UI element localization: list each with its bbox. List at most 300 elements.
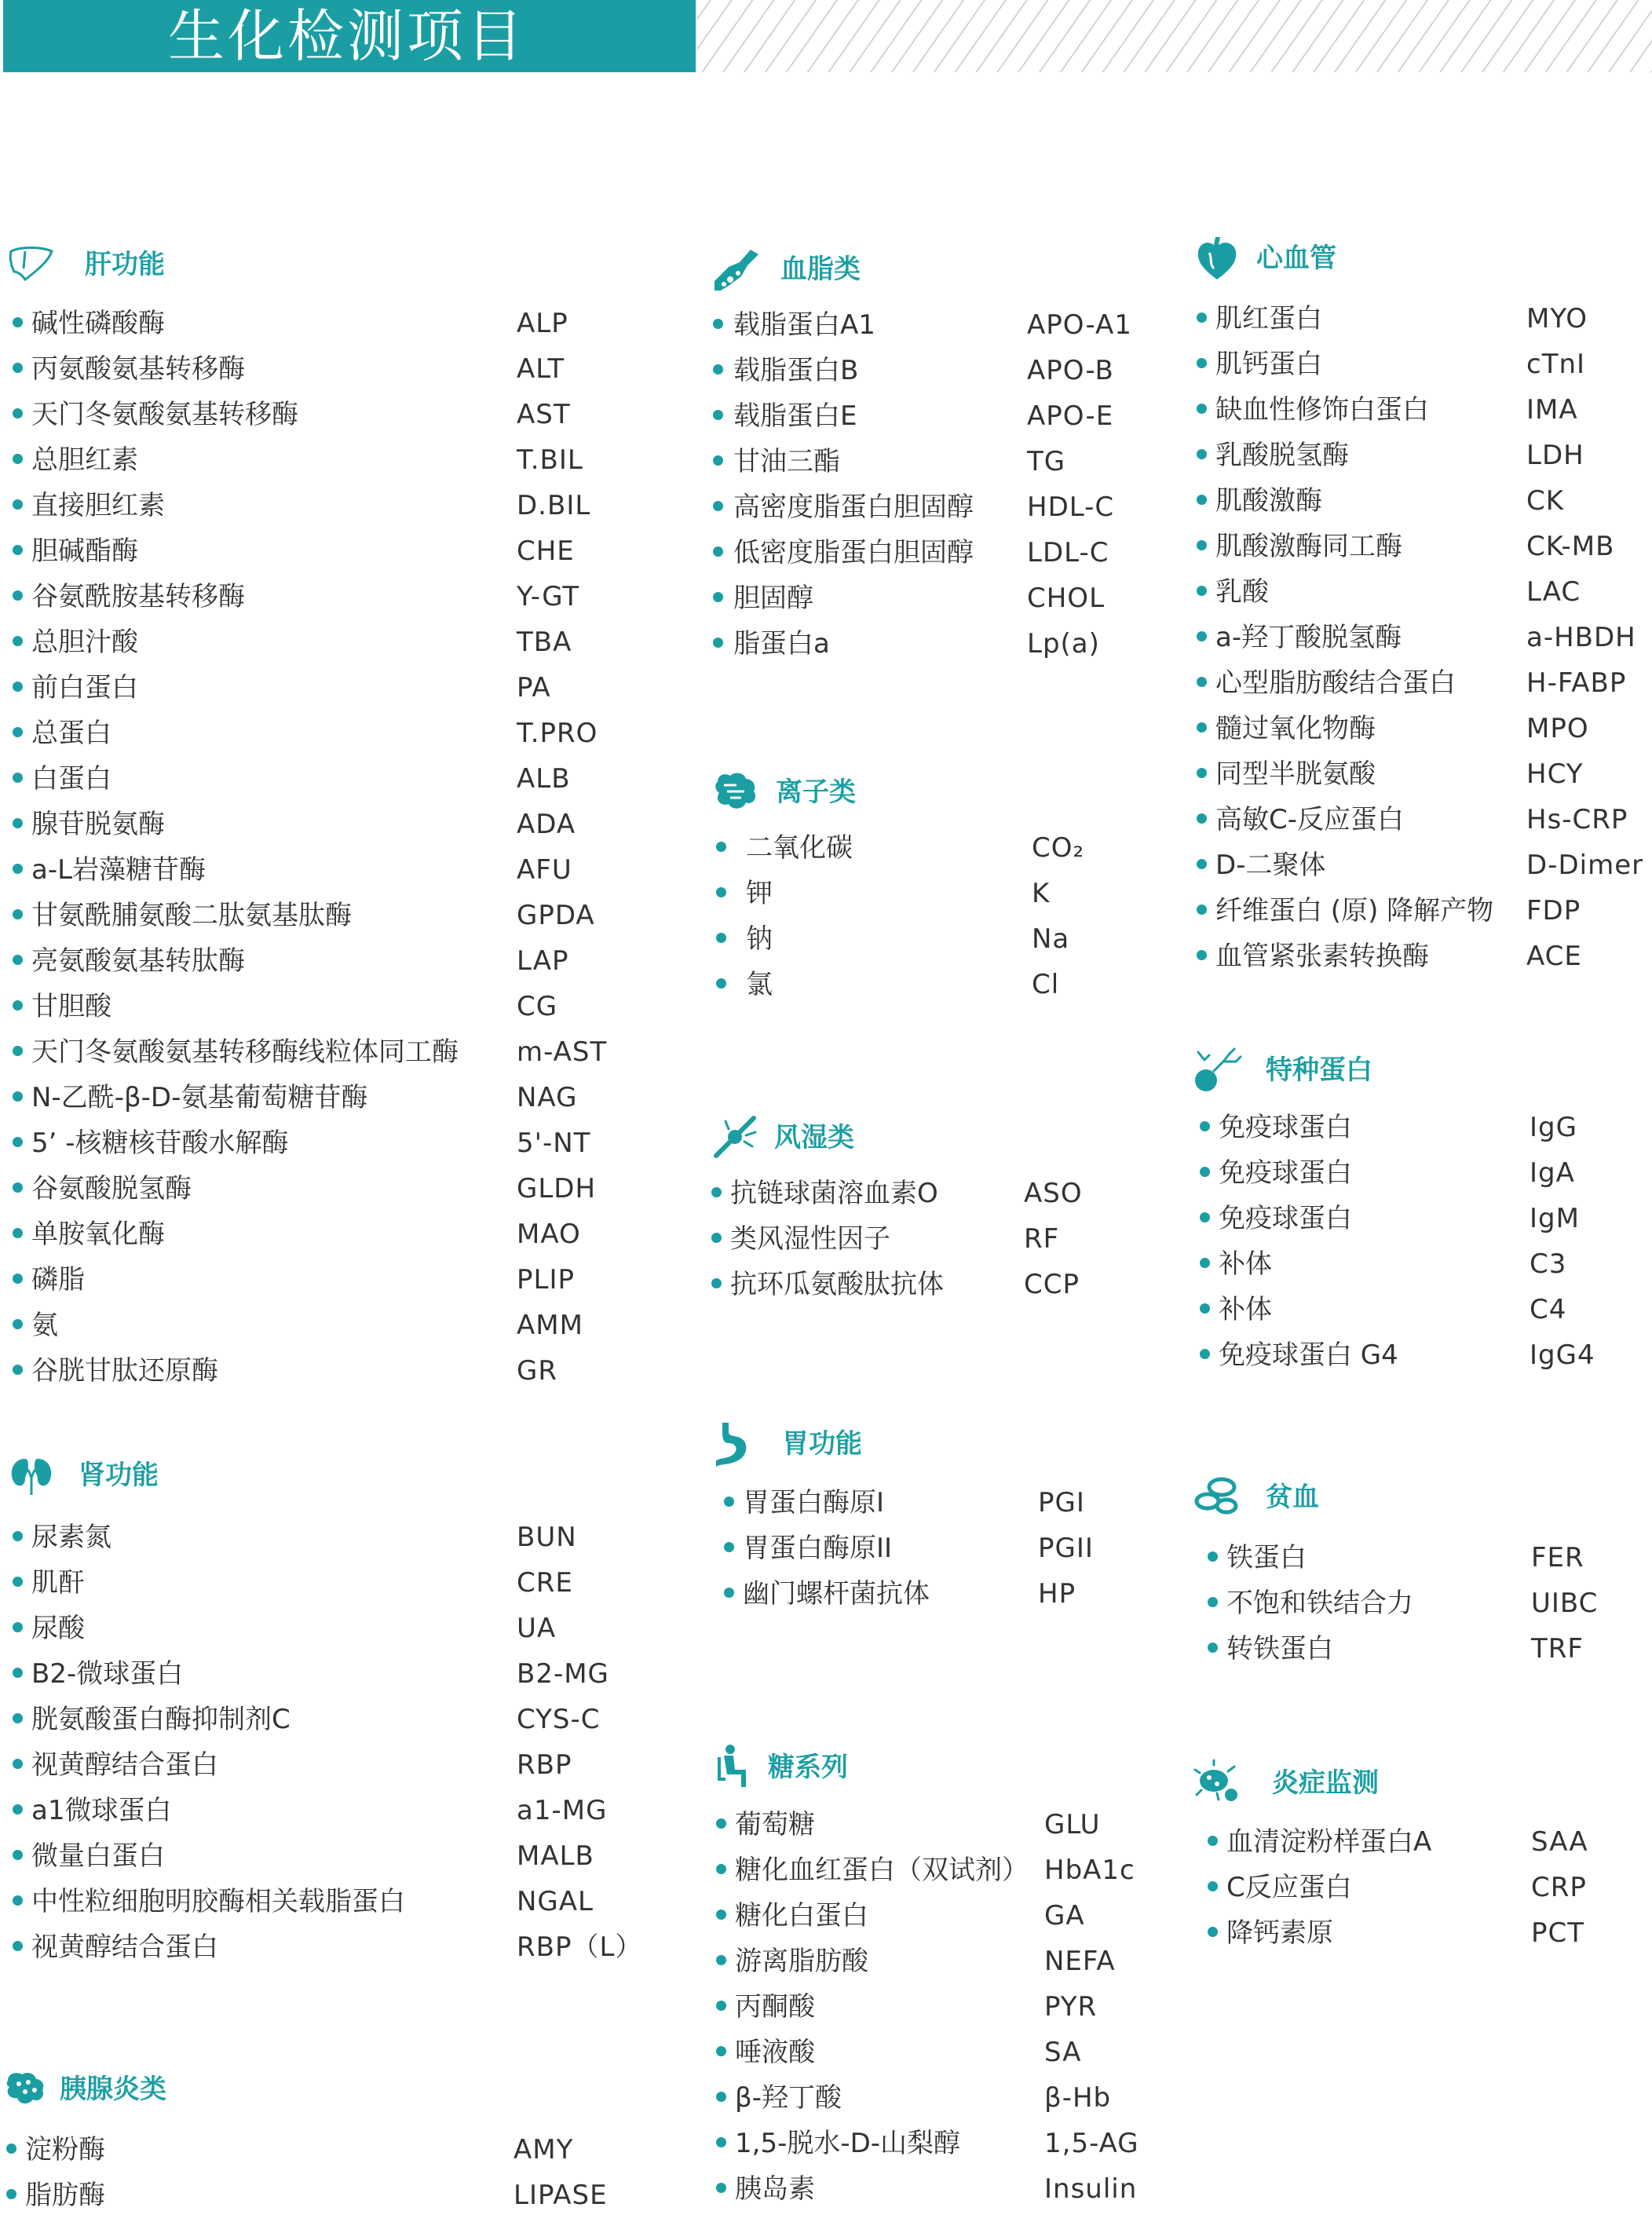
item-name: 1,5-脱水-D-山梨醇 [735, 2128, 961, 2159]
item-abbreviation: CRE [517, 1567, 573, 1599]
item-abbreviation: PGI [1038, 1487, 1085, 1518]
item-name: 游离脂肪酸 [735, 1946, 868, 1977]
item-name: 血管紧张素转换酶 [1215, 941, 1429, 972]
section-stomach [713, 1420, 1153, 1610]
bullet-dot [6, 2189, 16, 2199]
item-name: 肌酸激酶 [1215, 485, 1322, 517]
item-name: 载脂蛋白E [733, 400, 857, 432]
item-abbreviation: C3 [1530, 1248, 1567, 1280]
item-name: 胱氨酸蛋白酶抑制剂C [31, 1704, 291, 1735]
item-abbreviation: AFU [517, 854, 572, 886]
item-abbreviation: GPDA [517, 900, 595, 931]
section-header [713, 768, 1153, 817]
bullet-dot [716, 1910, 726, 1920]
item-abbreviation: AMM [517, 1310, 583, 1341]
section-rheumatism [713, 1113, 1153, 1300]
item-abbreviation: RBP [517, 1749, 572, 1781]
item-abbreviation: HbA1c [1044, 1855, 1135, 1886]
bullet-dot [713, 501, 723, 511]
item-abbreviation: IgG4 [1530, 1339, 1595, 1371]
section-header [1193, 234, 1649, 283]
section-header [713, 1420, 1153, 1468]
bullet-dot [1197, 358, 1207, 368]
item-name: 丙酮酸 [735, 1991, 815, 2023]
item-abbreviation: SAA [1531, 1826, 1588, 1858]
section-title: 肾功能 [79, 1460, 159, 1491]
item-abbreviation: APO-A1 [1027, 309, 1132, 341]
item-name: D-二聚体 [1215, 850, 1326, 881]
item-name: 同型半胱氨酸 [1215, 758, 1376, 790]
item-name: 缺血性修饰白蛋白 [1215, 394, 1429, 426]
item-name: 髓过氧化物酶 [1215, 713, 1376, 744]
bullet-dot [1197, 859, 1207, 869]
bullet-dot [13, 545, 23, 555]
item-abbreviation: Cl [1032, 969, 1060, 1000]
item-name: 不饱和铁结合力 [1226, 1588, 1413, 1619]
item-abbreviation: AST [517, 399, 571, 430]
bullet-dot [13, 818, 23, 828]
item-name: 肌红蛋白 [1215, 303, 1322, 334]
item-abbreviation: CHOL [1027, 583, 1106, 614]
bullet-dot [13, 454, 23, 464]
bullet-dot [13, 1850, 23, 1860]
bullet-dot [716, 2046, 726, 2056]
item-abbreviation: β-Hb [1044, 2082, 1112, 2114]
item-name: 丙氨酸氨基转移酶 [31, 353, 245, 385]
bullet-dot [13, 1622, 23, 1632]
item-name: 纤维蛋白 (原) 降解产物 [1215, 895, 1494, 926]
item-name: 乳酸 [1215, 576, 1269, 608]
bullet-dot [713, 455, 723, 466]
item-abbreviation: PYR [1044, 1991, 1098, 2023]
item-name: 胃蛋白酶原I [743, 1487, 885, 1518]
item-name: 甘油三酯 [733, 446, 840, 477]
bullet-dot [13, 955, 23, 965]
section-title: 胰腺炎类 [60, 2074, 166, 2105]
item-name: 抗链球菌溶血素O [730, 1178, 938, 1209]
item-abbreviation: CHE [517, 535, 575, 567]
item-name: 糖化白蛋白 [735, 1900, 868, 1931]
section-inflammation [1193, 1759, 1649, 1949]
item-abbreviation: K [1032, 878, 1051, 909]
item-name: 5’ -核糖核苷酸水解酶 [31, 1127, 289, 1159]
item-name: 肌钙蛋白 [1215, 349, 1322, 380]
item-name: 磷脂 [31, 1264, 85, 1296]
bullet-dot [1197, 722, 1207, 733]
item-abbreviation: PA [517, 672, 551, 704]
section-title: 离子类 [776, 777, 856, 808]
item-abbreviation: m-AST [517, 1036, 608, 1068]
item-name: 血清淀粉样蛋白A [1226, 1826, 1432, 1858]
item-abbreviation: FER [1531, 1542, 1584, 1573]
item-name: 高敏C-反应蛋白 [1215, 804, 1405, 835]
bullet-dot [1197, 677, 1207, 687]
item-abbreviation: ALP [517, 308, 568, 339]
bullet-dot [1208, 1551, 1218, 1562]
item-abbreviation: IgG [1530, 1112, 1577, 1143]
section-header [6, 240, 634, 289]
item-name: β-羟丁酸 [735, 2082, 842, 2114]
bullet-dot [13, 682, 23, 692]
section-lipids [713, 245, 1153, 660]
section-header [1193, 1759, 1649, 1807]
item-abbreviation: NEFA [1044, 1946, 1116, 1977]
item-abbreviation: LIPASE [514, 2180, 608, 2211]
item-abbreviation: CRP [1531, 1872, 1587, 1903]
item-abbreviation: FDP [1526, 895, 1581, 926]
item-abbreviation: LAC [1526, 576, 1581, 608]
item-name: 铁蛋白 [1226, 1542, 1307, 1573]
item-name: 免疫球蛋白 [1219, 1157, 1352, 1189]
item-abbreviation: BUN [517, 1522, 577, 1553]
item-abbreviation: TG [1027, 446, 1066, 477]
item-abbreviation: CYS-C [517, 1704, 601, 1735]
item-name: a-L岩藻糖苷酶 [31, 854, 206, 886]
bullet-dot [1197, 631, 1207, 641]
bullet-dot [6, 2143, 16, 2154]
section-header [6, 1451, 634, 1500]
section-protein [1193, 1046, 1649, 1371]
bullet-dot [1200, 1349, 1210, 1359]
bullet-dot [1197, 540, 1207, 550]
item-abbreviation: PLIP [517, 1264, 575, 1296]
bullet-dot [716, 842, 726, 852]
section-header [1193, 1473, 1649, 1522]
item-name: 亮氨酸氨基转肽酶 [31, 945, 245, 977]
bullet-dot [13, 1804, 23, 1815]
item-abbreviation: TRF [1531, 1633, 1584, 1665]
item-name: 天门冬氨酸氨基转移酶 [31, 399, 298, 430]
item-name: 载脂蛋白A1 [733, 309, 875, 341]
item-name: 视黄醇结合蛋白 [31, 1931, 218, 1963]
item-abbreviation: CG [517, 991, 558, 1022]
bullet-dot [13, 1668, 23, 1678]
bullet-dot [13, 1531, 23, 1541]
item-name: N-乙酰-β-D-氨基葡萄糖苷酶 [31, 1082, 368, 1113]
item-name: 直接胆红素 [31, 490, 165, 521]
bullet-dot [13, 1759, 23, 1769]
bullet-dot [1197, 768, 1207, 778]
bullet-dot [13, 1228, 23, 1238]
section-cardio [1193, 234, 1649, 972]
bullet-dot [1197, 950, 1207, 960]
bullet-dot [1197, 449, 1207, 459]
bullet-dot [711, 1187, 722, 1197]
item-name: 谷胱甘肽还原酶 [31, 1355, 218, 1387]
item-abbreviation: MYO [1526, 303, 1588, 334]
item-abbreviation: H-FABP [1526, 667, 1627, 699]
bullet-dot [711, 1278, 722, 1288]
bullet-dot [713, 364, 723, 375]
item-abbreviation: MPO [1526, 713, 1589, 744]
bullet-dot [13, 1274, 23, 1284]
section-title: 心血管 [1256, 243, 1336, 274]
bullet-dot [1197, 586, 1207, 596]
bullet-dot [716, 1955, 726, 1965]
item-abbreviation: a-HBDH [1526, 622, 1636, 653]
item-name: 氨 [31, 1310, 58, 1341]
bullet-dot [13, 317, 23, 327]
section-title: 糖系列 [768, 1752, 848, 1783]
item-name: 中性粒细胞明胶酶相关载脂蛋白 [31, 1886, 405, 1917]
item-abbreviation: IMA [1526, 394, 1578, 426]
bullet-dot [716, 1864, 726, 1874]
item-name: 免疫球蛋白 [1219, 1112, 1352, 1143]
item-abbreviation: Na [1032, 923, 1070, 955]
item-name: 钾 [746, 878, 773, 909]
item-name: 尿素氮 [31, 1522, 111, 1553]
item-name: 转铁蛋白 [1226, 1633, 1333, 1665]
red-blood-cell-icon [1193, 1473, 1242, 1522]
item-name: 谷氨酰胺基转移酶 [31, 581, 245, 612]
item-abbreviation: ASO [1024, 1178, 1083, 1209]
item-abbreviation: Hs-CRP [1526, 804, 1628, 835]
person-sitting-icon [713, 1743, 762, 1792]
item-name: a-羟丁酸脱氢酶 [1215, 622, 1402, 653]
item-abbreviation: ACE [1526, 941, 1582, 972]
item-abbreviation: cTnI [1526, 349, 1586, 380]
bullet-dot [716, 1818, 726, 1829]
item-abbreviation: CK [1526, 485, 1565, 517]
bullet-dot [1200, 1121, 1210, 1131]
bullet-dot [716, 2137, 726, 2147]
item-name: 高密度脂蛋白胆固醇 [733, 492, 974, 523]
item-abbreviation: IgM [1530, 1203, 1580, 1234]
joint-icon [713, 1113, 762, 1162]
pancreas-icon [3, 2065, 52, 2114]
item-abbreviation: HDL-C [1027, 492, 1115, 523]
bullet-dot [13, 1046, 23, 1056]
item-abbreviation: RBP（L） [517, 1931, 643, 1963]
item-name: 唾液酸 [735, 2037, 815, 2068]
item-abbreviation: Insulin [1044, 2173, 1138, 2205]
item-name: 糖化血红蛋白（双试剂） [735, 1855, 1029, 1886]
kidney-icon [6, 1451, 55, 1500]
item-abbreviation: MAO [517, 1219, 581, 1250]
item-abbreviation: IgA [1530, 1157, 1575, 1189]
item-name: 心型脂肪酸结合蛋白 [1215, 667, 1456, 699]
item-abbreviation: AMY [514, 2134, 574, 2165]
item-abbreviation: a1-MG [517, 1795, 608, 1826]
bullet-dot [13, 909, 23, 919]
item-abbreviation: NGAL [517, 1886, 594, 1917]
item-abbreviation: Y-GT [517, 581, 580, 612]
item-abbreviation: D.BIL [517, 490, 591, 521]
item-name: 乳酸脱氢酶 [1215, 440, 1349, 471]
item-name: 视黄醇结合蛋白 [31, 1749, 218, 1781]
section-header [713, 1113, 1153, 1162]
item-name: 碱性磷酸酶 [31, 308, 165, 339]
item-name: 脂肪酶 [25, 2180, 105, 2211]
bullet-dot [13, 1091, 23, 1102]
item-name: 低密度脂蛋白胆固醇 [733, 537, 974, 568]
bullet-dot [13, 408, 23, 418]
item-abbreviation: LDL-C [1027, 537, 1109, 568]
item-abbreviation: PCT [1531, 1917, 1585, 1949]
bullet-dot [1208, 1836, 1218, 1846]
item-abbreviation: RF [1024, 1223, 1060, 1255]
section-title: 特种蛋白 [1266, 1054, 1372, 1086]
item-name: 胰岛素 [735, 2173, 815, 2205]
bullet-dot [1200, 1303, 1210, 1314]
item-abbreviation: TBA [517, 627, 572, 658]
bullet-dot [13, 1941, 23, 1951]
item-name: 总胆汁酸 [31, 627, 138, 658]
bullet-dot [13, 636, 23, 646]
item-abbreviation: GA [1044, 1900, 1085, 1931]
bullet-dot [13, 1319, 23, 1329]
decorative-hatch [697, 0, 1652, 72]
item-abbreviation: NAG [517, 1082, 578, 1113]
item-abbreviation: C4 [1530, 1294, 1567, 1325]
item-name: 淀粉酶 [25, 2134, 105, 2165]
bullet-dot [1197, 312, 1207, 323]
bullet-dot [13, 499, 23, 510]
item-name: 胃蛋白酶原II [743, 1533, 893, 1564]
antibody-icon [1193, 1046, 1242, 1095]
section-sugar [713, 1743, 1153, 2205]
item-name: 尿酸 [31, 1613, 85, 1644]
bullet-dot [13, 773, 23, 783]
item-abbreviation: ALT [517, 353, 565, 385]
section-header [713, 1743, 1153, 1792]
item-name: 幽门螺杆菌抗体 [743, 1578, 930, 1610]
item-name: 单胺氧化酶 [31, 1219, 165, 1250]
item-abbreviation: 5'-NT [517, 1127, 591, 1159]
bullet-dot [1197, 495, 1207, 505]
bullet-dot [13, 1137, 23, 1147]
bullet-dot [1208, 1643, 1218, 1653]
item-abbreviation: CK-MB [1526, 531, 1615, 562]
bullet-dot [1208, 1927, 1218, 1937]
page-title: 生化检测项目 [168, 3, 527, 69]
item-name: a1微球蛋白 [31, 1795, 172, 1826]
ion-icon [713, 768, 762, 817]
bullet-dot [13, 1365, 23, 1375]
section-pancreatitis [3, 2065, 631, 2211]
item-name: 降钙素原 [1226, 1917, 1333, 1949]
section-title: 肝功能 [85, 249, 165, 280]
bullet-dot [13, 864, 23, 874]
item-name: 葡萄糖 [735, 1809, 815, 1840]
item-name: 载脂蛋白B [733, 355, 859, 386]
section-title: 贫血 [1266, 1482, 1319, 1513]
item-name: C反应蛋白 [1226, 1872, 1352, 1903]
item-abbreviation: UIBC [1531, 1588, 1599, 1619]
item-abbreviation: Lp(a) [1027, 628, 1100, 660]
bullet-dot [713, 546, 723, 557]
item-abbreviation: T.PRO [517, 718, 598, 749]
page-title-bar [3, 0, 696, 72]
bullet-dot [1200, 1167, 1210, 1177]
item-abbreviation: APO-E [1027, 400, 1114, 432]
item-name: 白蛋白 [31, 763, 111, 795]
section-liver [6, 240, 634, 1387]
bullet-dot [1197, 813, 1207, 824]
item-name: 肌酸激酶同工酶 [1215, 531, 1402, 562]
bullet-dot [716, 2001, 726, 2011]
heart-icon [1193, 234, 1242, 283]
item-abbreviation: CO₂ [1032, 832, 1085, 864]
item-abbreviation: SA [1044, 2037, 1082, 2068]
bullet-dot [724, 1542, 734, 1552]
item-name: 补体 [1219, 1294, 1272, 1325]
bullet-dot [13, 1182, 23, 1193]
item-abbreviation: GLU [1044, 1809, 1101, 1840]
section-title: 胃功能 [782, 1428, 862, 1460]
section-header [713, 245, 1153, 294]
item-name: 二氧化碳 [746, 832, 853, 864]
section-kidney [6, 1451, 643, 1963]
bullet-dot [1197, 905, 1207, 915]
bullet-dot [716, 2183, 726, 2193]
item-abbreviation: HP [1038, 1578, 1076, 1610]
bullet-dot [713, 319, 723, 329]
section-anemia [1193, 1473, 1649, 1665]
bullet-dot [13, 363, 23, 373]
item-name: 免疫球蛋白 [1219, 1203, 1352, 1234]
section-header [3, 2065, 631, 2114]
item-name: 脂蛋白a [733, 628, 830, 660]
section-title: 风湿类 [774, 1122, 854, 1153]
item-abbreviation: T.BIL [517, 444, 583, 476]
bullet-dot [716, 887, 726, 897]
section-ions [713, 768, 1153, 1000]
bullet-dot [13, 590, 23, 601]
bullet-dot [716, 933, 726, 943]
item-abbreviation: MALB [517, 1840, 594, 1872]
item-abbreviation: LDH [1526, 440, 1584, 471]
item-abbreviation: HCY [1526, 758, 1584, 790]
item-name: 腺苷脱氨酶 [31, 809, 165, 840]
bacteria-icon [1193, 1759, 1242, 1807]
item-name: 抗环瓜氨酸肽抗体 [730, 1269, 944, 1300]
bullet-dot [713, 592, 723, 602]
item-name: 前白蛋白 [31, 672, 138, 704]
bullet-dot [716, 2092, 726, 2102]
bullet-dot [716, 978, 726, 989]
item-name: 总胆红素 [31, 444, 138, 476]
liver-icon [6, 240, 55, 289]
section-title: 炎症监测 [1272, 1767, 1379, 1799]
item-abbreviation: 1,5-AG [1044, 2128, 1139, 2159]
bullet-dot [713, 410, 723, 420]
bullet-dot [1208, 1881, 1218, 1891]
item-name: B2-微球蛋白 [31, 1658, 184, 1690]
item-name: 补体 [1219, 1248, 1272, 1280]
item-abbreviation: UA [517, 1613, 557, 1644]
bullet-dot [1200, 1212, 1210, 1222]
item-abbreviation: ALB [517, 763, 571, 795]
item-name: 类风湿性因子 [730, 1223, 890, 1255]
item-name: 天门冬氨酸氨基转移酶线粒体同工酶 [31, 1036, 459, 1068]
stomach-icon [713, 1420, 762, 1468]
bullet-dot [13, 1577, 23, 1587]
item-abbreviation: GLDH [517, 1173, 597, 1204]
item-name: 肌酐 [31, 1567, 85, 1599]
item-name: 谷氨酸脱氢酶 [31, 1173, 192, 1204]
item-name: 总蛋白 [31, 718, 111, 749]
bullet-dot [724, 1588, 734, 1598]
item-abbreviation: LAP [517, 945, 569, 977]
section-header [1193, 1046, 1649, 1095]
item-name: 胆碱酯酶 [31, 535, 138, 567]
item-abbreviation: APO-B [1027, 355, 1114, 386]
bullet-dot [1197, 404, 1207, 414]
bullet-dot [713, 638, 723, 648]
bullet-dot [1200, 1258, 1210, 1268]
item-abbreviation: GR [517, 1355, 557, 1387]
